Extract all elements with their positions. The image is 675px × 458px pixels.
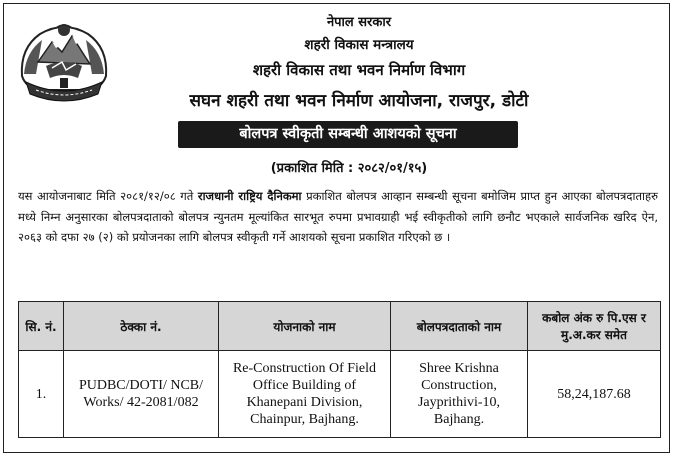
project-title: सघन शहरी तथा भवन निर्माण आयोजना, राजपुर, डोटी [189,91,529,111]
cell-amount: 58,24,187.68 [528,351,661,438]
cell-contract-no: PUDBC/DOTI/ NCB/ Works/ 42-2081/082 [64,351,219,438]
header-amount: कबोल अंक रु पि.एस र मु.अ.कर समेत [528,302,661,351]
table-row [19,351,661,438]
bid-table [18,301,661,438]
cell-sn: 1. [19,351,64,438]
notice-paragraph [18,186,658,248]
table-header-row [19,302,661,351]
newspaper-name: राजधानी राष्ट्रिय दैनिकमा [197,189,302,203]
header-project-name: योजनाको नाम [219,302,391,351]
paragraph-part-1: यस आयोजनाबाट मिति २०८१/१२/०८ गते [18,189,198,203]
header-contract-no: ठेक्का नं. [64,302,219,351]
published-date: (प्रकाशित मिति : २०८२/०१/१५) [270,161,428,176]
department-label: शहरी विकास तथा भवन निर्माण विभाग [252,61,466,79]
government-label: नेपाल सरकार [326,15,392,30]
notice-frame [3,3,670,453]
header-bidder: बोलपत्रदाताको नाम [391,302,528,351]
cell-bidder: Shree Krishna Construction, Jayprithivi-10, Bajhang. [391,351,528,438]
cell-project-name: Re-Construction Of Field Office Building of Khanepani Division, Chainpur, Bajhang. [219,351,391,438]
notice-title: बोलपत्र स्वीकृती सम्बन्धी आशयको सूचना [178,121,518,148]
ministry-label: शहरी विकास मन्त्रालय [304,37,414,53]
paragraph-part-2: प्रकाशित बोलपत्र आव्हान सम्बन्धी सूचना बमोजिम प्राप्त हुन आएका बोलपत्रदाताहरु मध्ये निम्न अनुसारका बोलपत्रदाताको बोलपत्र न्युनतम मूल्यांकित सारभूत रुपमा प्रभावग्राही भई स्वीकृतीको लागि छनौट भएकाले सार्वजनिक खरिद ऐन, २०६३ को दफा २७ (२) को प्रयोजनका लागि बोलपत्र स्वीकृती गर्ने आशयको सूचना प्रकाशित गरिएको छ । [18,189,658,244]
header-sn: सि. नं. [19,302,64,351]
nepal-emblem-icon [16,18,112,104]
